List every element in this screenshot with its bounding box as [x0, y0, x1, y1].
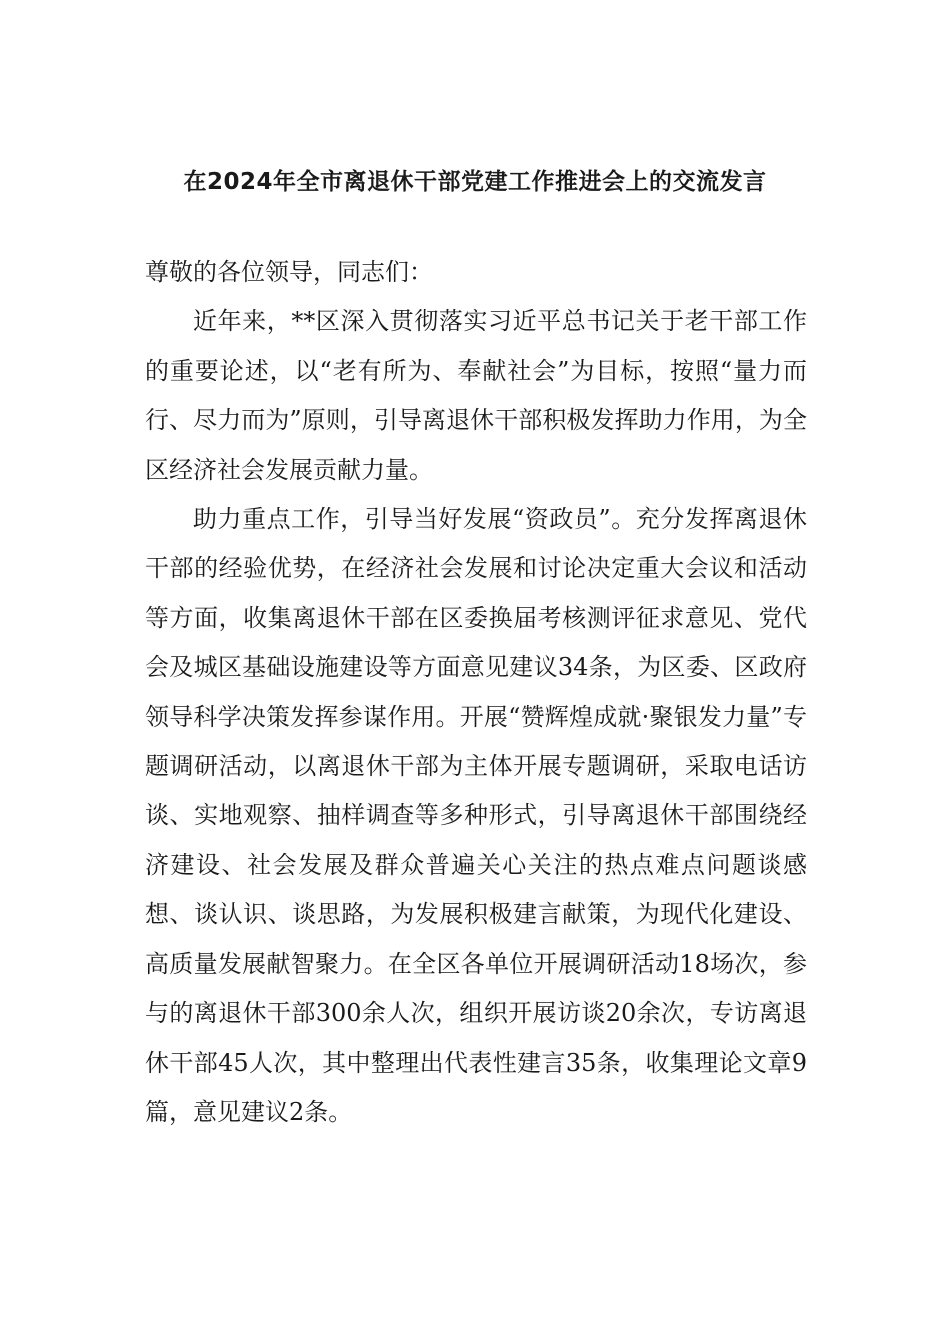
- document-title: 在2024年全市离退休干部党建工作推进会上的交流发言: [183, 169, 767, 195]
- paragraph-advisory-role: 助力重点工作，引导当好发展“资政员”。充分发挥离退休干部的经验优势，在经济社会发展和讨论决定重大会议和活动等方面，收集离退休干部在区委换届考核测评征求意见、党代会及城区基础设施建设等方面意见建议34条，为区委、区政府领导科学决策发挥参谋作用。开展“赞辉煌成就·聚银发力量”专题调研活动，以离退休干部为主体开展专题调研，采取电话访谈、实地观察、抽样调查等多种形式，引导离退休干部围绕经济建设、社会发展及群众普遍关心关注的热点难点问题谈感想、谈认识、谈思路，为发展积极建言献策，为现代化建设、高质量发展献智聚力。在全区各单位开展调研活动18场次，参与的离退休干部300余人次，组织开展访谈20余次，专访离退休干部45人次，其中整理出代表性建言35条，收集理论文章9篇，意见建议2条。: [145, 505, 807, 1126]
- salutation: 尊敬的各位领导，同志们：: [145, 258, 433, 286]
- document-body: [145, 248, 807, 1137]
- paragraph-intro: 近年来，**区深入贯彻落实习近平总书记关于老干部工作的重要论述，以“老有所为、奉献社会”为目标，按照“量力而行、尽力而为”原则，引导离退休干部积极发挥助力作用，为全区经济社会发展贡献力量。: [145, 307, 807, 484]
